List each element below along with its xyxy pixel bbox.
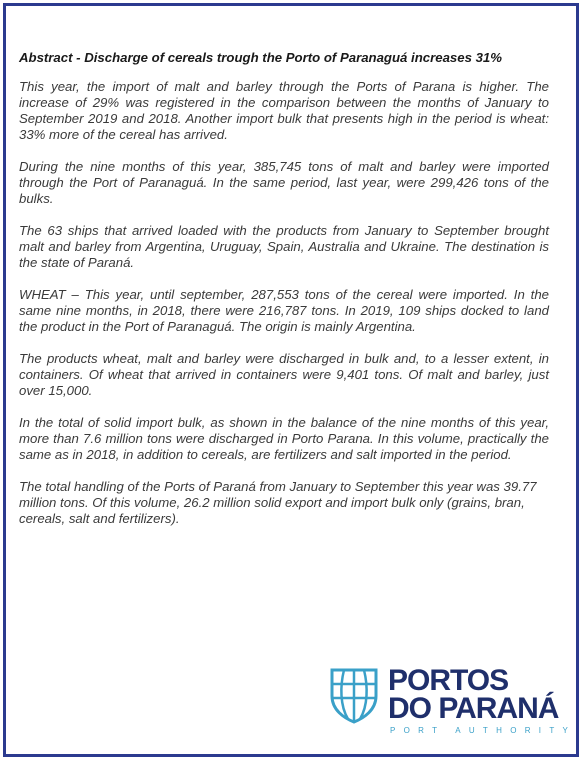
paragraph-7: The total handling of the Ports of Paraná from January to September this year was 39.77 million tons. Of this volume, 26.2 million solid export and import bulk only (grains, bran, cereals, salt and fertilizers). (19, 479, 537, 526)
portos-do-parana-logo (328, 662, 577, 740)
paragraph-4: WHEAT – This year, until september, 287,553 tons of the cereal were imported. In the same nine months, in 2018, there were 216,787 tons. In 2019, 109 ships docked to land the product in the Port of Paranaguá. The origin is mainly Argentina. (19, 287, 549, 334)
logo-text-line2: DO PARANÁ (388, 692, 559, 725)
document-title: Abstract - Discharge of cereals trough the Porto of Paranaguá increases 31% (19, 50, 502, 65)
paragraph-5: The products wheat, malt and barley were discharged in bulk and, to a lesser extent, in containers. Of wheat that arrived in containers were 9,401 tons. Of malt and barley, just over 15,000. (19, 351, 549, 398)
globe-shield-icon (328, 666, 380, 724)
document-body (19, 50, 549, 543)
paragraph-2: During the nine months of this year, 385,745 tons of malt and barley were imported through the Port of Paranaguá. In the same period, last year, were 299,426 tons of the bulks. (19, 159, 549, 206)
logo-text-line1: PORTOS (388, 664, 509, 697)
paragraph-6: In the total of solid import bulk, as shown in the balance of the nine months of this year, more than 7.6 million tons were discharged in Porto Parana. In this volume, practically the same as in 2018, in addition to cereals, are fertilizers and salt imported in the period. (19, 415, 549, 462)
paragraph-3: The 63 ships that arrived loaded with the products from January to September brought malt and barley from Argentina, Uruguay, Spain, Australia and Ukraine. The destination is the state of Paraná. (19, 223, 549, 270)
logo-tagline: PORT AUTHORITY (390, 726, 577, 735)
paragraph-1: This year, the import of malt and barley through the Ports of Parana is higher. The increase of 29% was registered in the comparison between the months of January to September 2019 and 2018. Another import bulk that presents high in the period is wheat: 33% more of the cereal has arrived. (19, 79, 549, 142)
